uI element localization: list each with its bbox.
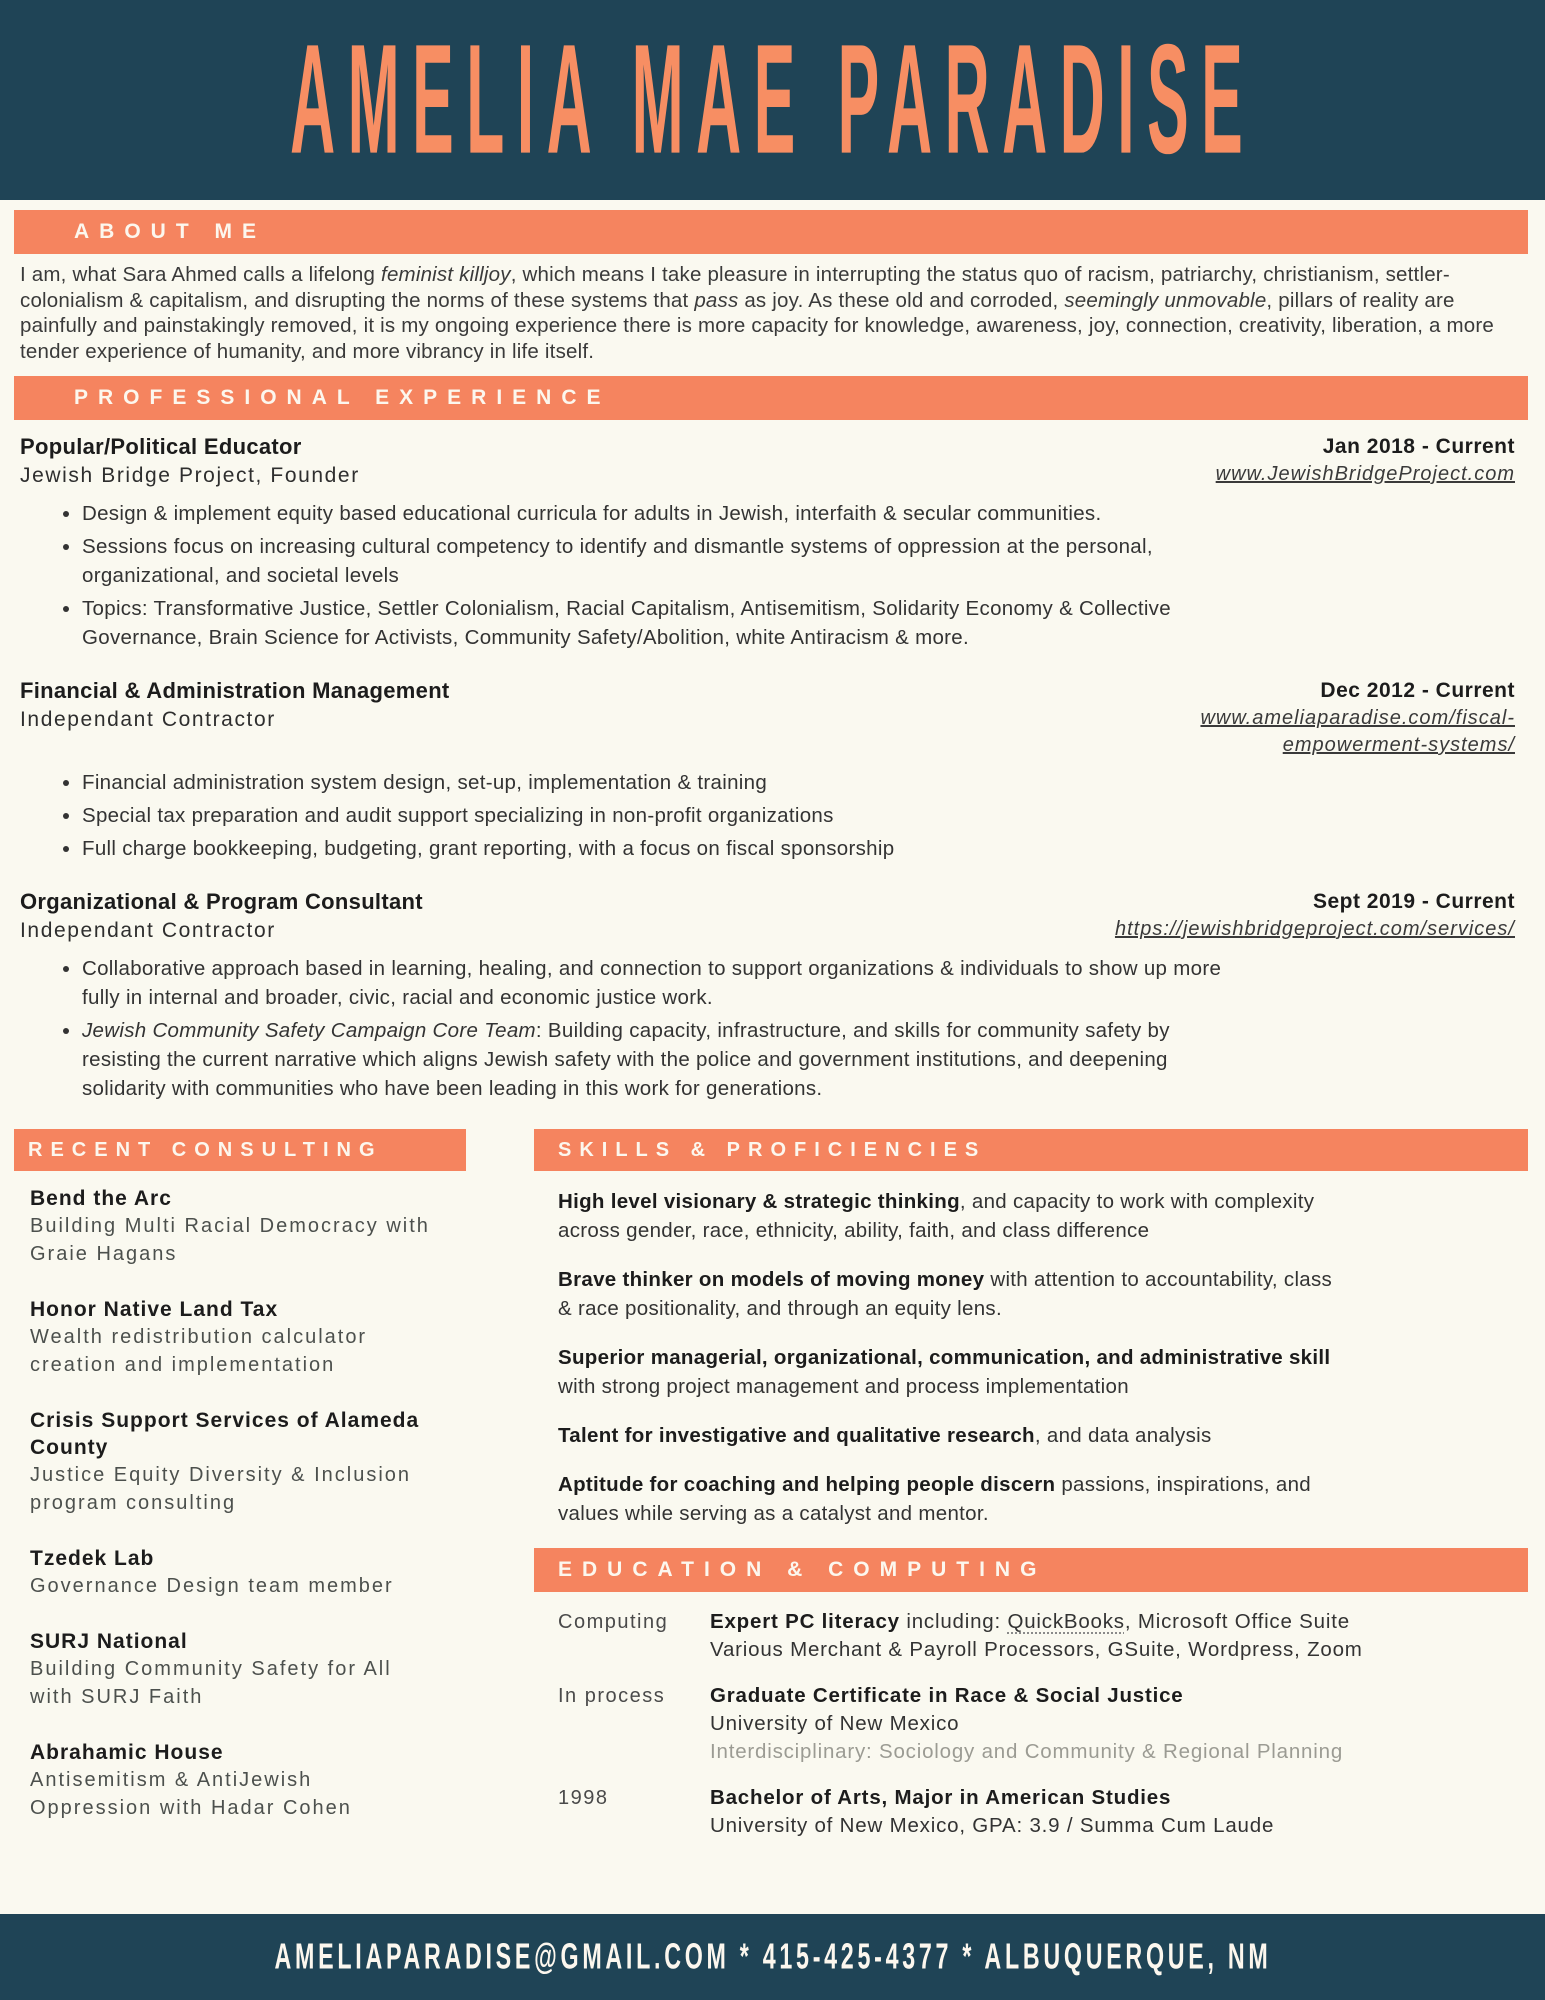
consulting-client: SURJ National (30, 1630, 188, 1653)
section-title: PROFESSIONAL EXPERIENCE (74, 386, 611, 409)
bullet-item: • Topics: Transformative Justice, Settler Colonialism, Racial Capitalism, Antisemitism, Solidarity Economy & Collective Governance, Brain Science for Activists, Community Safety/Abolition, white Antiracism & more. (82, 594, 1232, 652)
section-header-skills-proficiencies (534, 1129, 1528, 1171)
consulting-client: Tzedek Lab (30, 1547, 155, 1570)
consulting-description: Governance Design team member (30, 1575, 394, 1597)
job-website-link[interactable]: www.JewishBridgeProject.com (1215, 463, 1515, 485)
education-detail (710, 1784, 1528, 1840)
job-entry (20, 432, 1515, 652)
job-meta-block (1216, 432, 1515, 488)
section-header-education-computing (534, 1548, 1528, 1592)
footer-banner (0, 1914, 1545, 2000)
job-meta-block (1200, 676, 1515, 759)
consulting-client: Bend the Arc (30, 1187, 172, 1210)
skills-list (534, 1171, 1528, 1528)
consulting-description: Building Multi Racial Democracy with Graie Hagans (30, 1215, 430, 1265)
job-organization: Independant Contractor (20, 919, 276, 942)
consulting-client: Crisis Support Services of Alameda County (30, 1409, 420, 1459)
consulting-item (30, 1185, 440, 1268)
education-detail (710, 1682, 1528, 1766)
job-title-block (20, 432, 360, 490)
education-row (558, 1784, 1528, 1840)
section-header-professional-experience (14, 376, 1528, 420)
job-bullet-list (20, 954, 1515, 1103)
recent-consulting-column (14, 1129, 466, 1858)
section-title: ABOUT ME (74, 220, 266, 243)
consulting-client: Honor Native Land Tax (30, 1298, 279, 1321)
job-header (20, 676, 1515, 759)
education-row (558, 1682, 1528, 1766)
bullet-item: • Full charge bookkeeping, budgeting, grant reporting, with a focus on fiscal sponsorship (82, 834, 1232, 863)
skills-education-column (534, 1129, 1528, 1858)
job-entry (20, 676, 1515, 863)
about-paragraph: I am, what Sara Ahmed calls a lifelong feminist killjoy, which means I take pleasure in interrupting the status quo of racism, patriarchy, christianism, settler-colonialism & capitalism, and disrupting the norms of these systems that pass as joy. As these old and corroded, seemingly unmovable, pillars of reality are painfully and painstakingly removed, it is my ongoing experience there is more capacity for knowledge, awareness, joy, connection, creativity, liberation, a more tender experience of humanity, and more vibrancy in life itself. (20, 263, 1495, 363)
section-title: SKILLS & PROFICIENCIES (558, 1138, 987, 1161)
header-banner (0, 0, 1545, 200)
consulting-list (14, 1171, 466, 1822)
job-role: Organizational & Program Consultant (20, 889, 423, 914)
job-bullet-list (20, 499, 1515, 652)
job-role: Financial & Administration Management (20, 678, 450, 703)
consulting-description: Antisemitism & AntiJewish Oppression with Hadar Cohen (30, 1769, 352, 1819)
job-dates: Dec 2012 - Current (1320, 679, 1515, 702)
section-title: RECENT CONSULTING (28, 1138, 383, 1161)
job-website-link[interactable]: https://jewishbridgeproject.com/services/ (1114, 918, 1515, 940)
job-entry (20, 887, 1515, 1103)
job-header (20, 432, 1515, 490)
education-label: In process (558, 1685, 666, 1707)
skill-item: Talent for investigative and qualitative research, and data analysis (558, 1424, 1212, 1447)
education-line: University of New Mexico, GPA: 3.9 / Summa Cum Laude (710, 1814, 1275, 1837)
section-title: EDUCATION & COMPUTING (558, 1558, 1047, 1581)
consulting-item (30, 1628, 440, 1711)
job-title-block (20, 887, 423, 945)
education-line: Interdisciplinary: Sociology and Community & Regional Planning (710, 1740, 1344, 1763)
consulting-item (30, 1407, 440, 1517)
education-label: 1998 (558, 1787, 609, 1809)
education-line: University of New Mexico (710, 1712, 960, 1735)
consulting-item (30, 1739, 440, 1822)
education-detail (710, 1608, 1528, 1664)
skill-item: High level visionary & strategic thinking, and capacity to work with complexity across gender, race, ethnicity, ability, faith, and class difference (558, 1190, 1315, 1242)
skill-item: Brave thinker on models of moving money with attention to accountability, class & race positionality, and through an equity lens. (558, 1268, 1333, 1320)
consulting-item (30, 1545, 440, 1600)
education-line: Graduate Certificate in Race & Social Justice (710, 1684, 1184, 1707)
education-list (534, 1592, 1528, 1840)
skill-item: Aptitude for coaching and helping people discern passions, inspirations, and values while serving as a catalyst and mentor. (558, 1473, 1312, 1525)
job-dates: Jan 2018 - Current (1322, 435, 1515, 458)
job-organization: Independant Contractor (20, 708, 276, 731)
section-header-about-me (14, 210, 1528, 254)
consulting-client: Abrahamic House (30, 1741, 224, 1764)
education-line: Bachelor of Arts, Major in American Studies (710, 1786, 1172, 1809)
job-dates: Sept 2019 - Current (1312, 890, 1515, 913)
bullet-item: • Special tax preparation and audit support specializing in non-profit organizations (82, 801, 1232, 830)
education-line: Expert PC literacy including: QuickBooks, Microsoft Office Suite (710, 1610, 1350, 1633)
job-bullet-list (20, 768, 1515, 863)
consulting-item (30, 1296, 440, 1379)
education-row (558, 1608, 1528, 1664)
job-organization: Jewish Bridge Project, Founder (20, 464, 360, 487)
bullet-item: • Financial administration system design, set-up, implementation & training (82, 768, 1232, 797)
page-title: AMELIA MAE PARADISE (289, 12, 1256, 186)
education-label: Computing (558, 1611, 669, 1633)
job-header (20, 887, 1515, 945)
consulting-description: Building Community Safety for All with SURJ Faith (30, 1658, 392, 1708)
consulting-description: Wealth redistribution calculator creation and implementation (30, 1326, 368, 1376)
contact-info: AMELIAPARADISE@GMAIL.COM * 415-425-4377 * ALBUQUERQUE, NM (274, 1935, 1271, 1977)
education-line: Various Merchant & Payroll Processors, GSuite, Wordpress, Zoom (710, 1638, 1363, 1661)
bullet-item: • Jewish Community Safety Campaign Core Team: Building capacity, infrastructure, and skills for community safety by resisting the current narrative which aligns Jewish safety with the police and government institutions, and deepening solidarity with communities who have been leading in this work for generations. (82, 1016, 1232, 1103)
bullet-item: • Design & implement equity based educational curricula for adults in Jewish, interfaith & secular communities. (82, 499, 1232, 528)
job-website-link[interactable]: www.ameliaparadise.com/fiscal- empowerment-systems/ (1200, 707, 1515, 756)
skill-item: Superior managerial, organizational, communication, and administrative skill with strong project management and process implementation (558, 1346, 1331, 1398)
two-column-section (14, 1129, 1528, 1858)
consulting-description: Justice Equity Diversity & Inclusion program consulting (30, 1464, 412, 1514)
bullet-item: • Sessions focus on increasing cultural competency to identify and dismantle systems of oppression at the personal, organizational, and societal levels (82, 532, 1232, 590)
section-header-recent-consulting (14, 1129, 466, 1171)
job-role: Popular/Political Educator (20, 434, 302, 459)
job-meta-block (1115, 887, 1515, 943)
bullet-item: • Collaborative approach based in learning, healing, and connection to support organizations & individuals to show up more fully in internal and broader, civic, racial and economic justice work. (82, 954, 1232, 1012)
job-title-block (20, 676, 450, 734)
